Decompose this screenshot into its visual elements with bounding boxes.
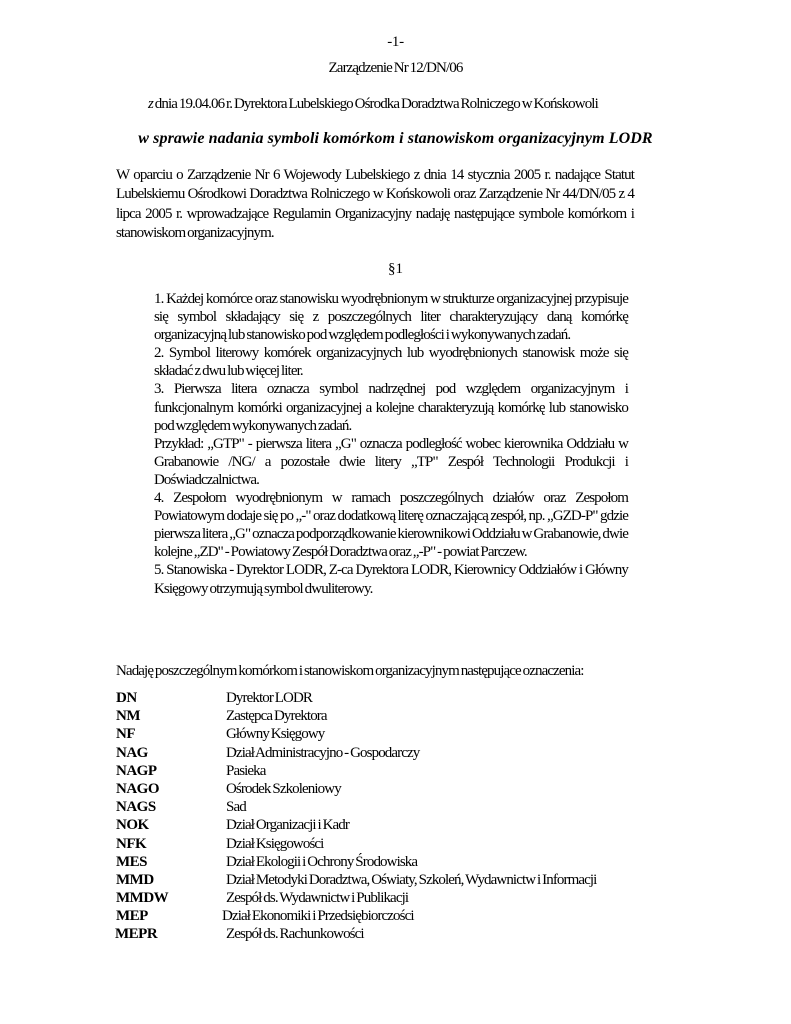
symbol-name: Dział Organizacji i Kadr	[226, 817, 349, 834]
symbols-table	[116, 690, 756, 945]
rule-item: 3. Pierwsza litera oznacza symbol nadrzędnej pod względem organizacyjnym i funkcjonalnym komórki organizacyjnej a kolejne charakteryzują komórkę lub stanowisko pod względem wykonywanych zadań.	[154, 381, 628, 434]
intro-paragraph: W oparciu o Zarządzenie Nr 6 Wojewody Lubelskiego z dnia 14 stycznia 2005 r. nadające Statut Lubelskiemu Ośrodkowi Doradztwa Rolniczego w Końskowoli oraz Zarządzenie Nr 44/DN/05 z 4 lipca 2005 r. wprowadzające Regulamin Organizacyjny nadaję następujące symbole komórkom i stanowiskom organizacyjnym.	[116, 167, 634, 241]
section-heading: §1	[388, 261, 403, 277]
symbol-row	[116, 854, 756, 872]
symbol-code: DN	[116, 690, 137, 706]
symbol-name: Zastępca Dyrektora	[226, 708, 327, 725]
symbol-row	[116, 817, 756, 835]
symbol-code: MMD	[116, 871, 154, 888]
symbol-row	[116, 836, 756, 854]
symbol-name: Dział Ekologii i Ochrony Środowiska	[226, 853, 418, 870]
symbol-code: MEPR	[115, 926, 158, 943]
symbol-name: Dział Ekonomiki i Przedsiębiorczości	[222, 908, 414, 925]
symbol-code: NAGS	[116, 799, 156, 816]
subtitle-prefix: z	[148, 96, 153, 112]
symbol-name: Sad	[226, 799, 246, 816]
symbol-code: MMDW	[116, 890, 169, 907]
symbol-row	[116, 872, 756, 890]
symbol-row	[116, 908, 756, 926]
symbol-row	[116, 890, 756, 908]
symbol-name: Dyrektor LODR	[226, 690, 313, 706]
symbol-row	[116, 690, 756, 708]
symbol-row	[116, 708, 756, 726]
symbol-row	[116, 763, 756, 781]
symbol-code: MEP	[116, 908, 148, 925]
page-number: -1-	[387, 34, 404, 50]
symbol-row	[116, 799, 756, 817]
symbol-code: NOK	[116, 817, 149, 834]
rule-item: 1. Każdej komórce oraz stanowisku wyodrębnionym w strukturze organizacyjnej przypisuje się symbol składający się z poszczególnych liter charakteryzujący daną komórkę organizacyjną lub stanowisko pod względem podległości i wykonywanych zadań.	[154, 291, 628, 344]
symbol-code: NAG	[116, 744, 148, 761]
symbol-code: NAGP	[116, 762, 157, 779]
symbol-name: Dział Administracyjno - Gospodarczy	[226, 744, 420, 761]
symbol-name: Zespół ds. Wydawnictw i Publikacji	[226, 890, 409, 907]
symbol-row	[116, 926, 756, 944]
rules-list	[154, 290, 628, 598]
symbol-name: Ośrodek Szkoleniowy	[226, 780, 341, 797]
document-title: Zarządzenie Nr 12/DN/06	[328, 60, 463, 76]
document-subtitle	[148, 96, 598, 113]
rule-item: 2. Symbol literowy komórek organizacyjnych lub wyodrębnionych stanowisk może się składać z dwu lub więcej liter.	[154, 345, 628, 380]
symbol-row	[116, 745, 756, 763]
symbol-name: Główny Księgowy	[226, 726, 325, 743]
symbol-code: MES	[116, 853, 148, 870]
symbol-code: NAGO	[116, 780, 159, 797]
assign-paragraph: Nadaję poszczególnym komórkom i stanowiskom organizacyjnym następujące oznaczenia:	[116, 663, 584, 679]
document-subject: w sprawie nadania symboli komórkom i stanowiskom organizacyjnym LODR	[138, 130, 653, 147]
symbol-code: NF	[116, 726, 135, 743]
symbol-code: NM	[116, 708, 140, 725]
rule-item: 4. Zespołom wyodrębnionym w ramach poszczególnych działów oraz Zespołom Powiatowym dodaje się po „-" oraz dodatkową literę oznaczającą zespół, np. „GZD-P" gdzie pierwsza litera „G" oznacza podporządkowanie kierownikowi Oddziału w Grabanowie, dwie kolejne „ZD" - Powiatowy Zespół Doradztwa oraz „-P" - powiat Parczew.	[154, 490, 628, 561]
symbol-name: Dział Metodyki Doradztwa, Oświaty, Szkoleń, Wydawnictw i Informacji	[226, 871, 597, 888]
symbol-name: Dział Księgowości	[226, 835, 324, 852]
subtitle-text: dnia 19.04.06 r. Dyrektora Lubelskiego Ośrodka Doradztwa Rolniczego w Końskowoli	[152, 96, 598, 112]
rule-example: Przykład: „GTP" - pierwsza litera „G" oznacza podległość wobec kierownika Oddziału w Grabanowie /NG/ a pozostałe dwie litery „TP" Zespół Technologii Produkcji i Doświadczalnictwa.	[154, 435, 628, 488]
symbol-name: Zespół ds. Rachunkowości	[226, 926, 364, 943]
symbol-row	[116, 781, 756, 799]
rule-item: 5. Stanowiska - Dyrektor LODR, Z-ca Dyrektora LODR, Kierownicy Oddziałów i Główny Księgowy otrzymują symbol dwuliterowy.	[154, 562, 628, 597]
symbol-code: NFK	[116, 835, 147, 852]
symbol-name: Pasieka	[226, 762, 266, 779]
symbol-row	[116, 726, 756, 744]
